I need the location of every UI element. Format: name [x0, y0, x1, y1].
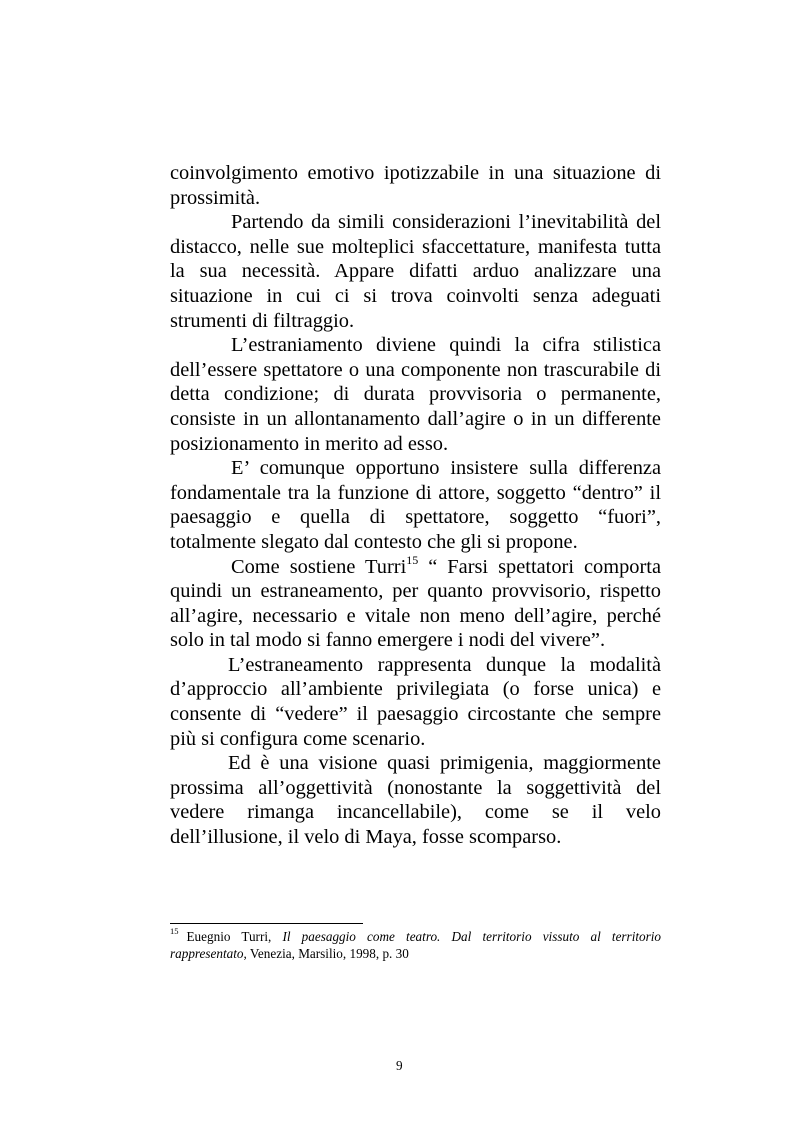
footnote-number: 15 — [170, 925, 179, 936]
paragraph-5-lead: Come sostiene Turri — [231, 555, 407, 578]
footnote-publication: , Venezia, Marsilio, 1998, p. 30 — [243, 946, 409, 961]
paragraph-3: L’estraniamento diviene quindi la cifra stilistica dell’essere spettatore o una componente non trascurabile di detta condizione; di durata provvisoria o permanente, consiste in un allontanamento dall’agire o in un differente posizionamento in merito ad esso. — [170, 334, 661, 455]
paragraph-5 — [170, 552, 661, 653]
paragraph-4: E’ comunque opportuno insistere sulla differenza fondamentale tra la funzione di attore, soggetto “dentro” il paesaggio e quella di spettatore, soggetto “fuori”, totalmente slegato dal contesto che gli si propone. — [170, 457, 661, 553]
paragraph-5-quote: “ Farsi spettatori comporta quindi un estraneamento, per quanto provvisorio, rispetto all’agire, necessario e vitale non meno dell’agire, perché solo in tal modo si fanno emergere i nodi del vivere”. — [170, 555, 661, 652]
footnote-title: Il paesaggio come teatro. Dal territorio vissuto al territorio rappresentato — [170, 929, 661, 961]
paragraph-2: Partendo da simili considerazioni l’inevitabilità del distacco, nelle sue molteplici sfaccettature, manifesta tutta la sua necessità. Appare difatti arduo analizzare una situazione in cui ci si trova coinvolti senza adeguati strumenti di filtraggio. — [170, 211, 661, 332]
footnote — [170, 925, 661, 962]
footnote-separator — [170, 923, 363, 924]
page-number: 9 — [396, 1058, 403, 1073]
body-text — [170, 161, 661, 850]
paragraph-7: Ed è una visione quasi primigenia, maggiormente prossima all’oggettività (nonostante la soggettività del vedere rimanga incancellabile), come se il velo dell’illusione, il velo di Maya, fosse scomparso. — [170, 752, 661, 849]
paragraph-6: L’estraneamento rappresenta dunque la modalità d’approccio all’ambiente privilegiata (o forse unica) e consente di “vedere” il paesaggio circostante che sempre più si configura come scenario. — [170, 653, 661, 750]
footnote-author: Euegnio Turri, — [186, 929, 283, 944]
footnote-reference: 15 — [406, 552, 419, 567]
paragraph-1: coinvolgimento emotivo ipotizzabile in una situazione di prossimità. — [170, 162, 661, 209]
